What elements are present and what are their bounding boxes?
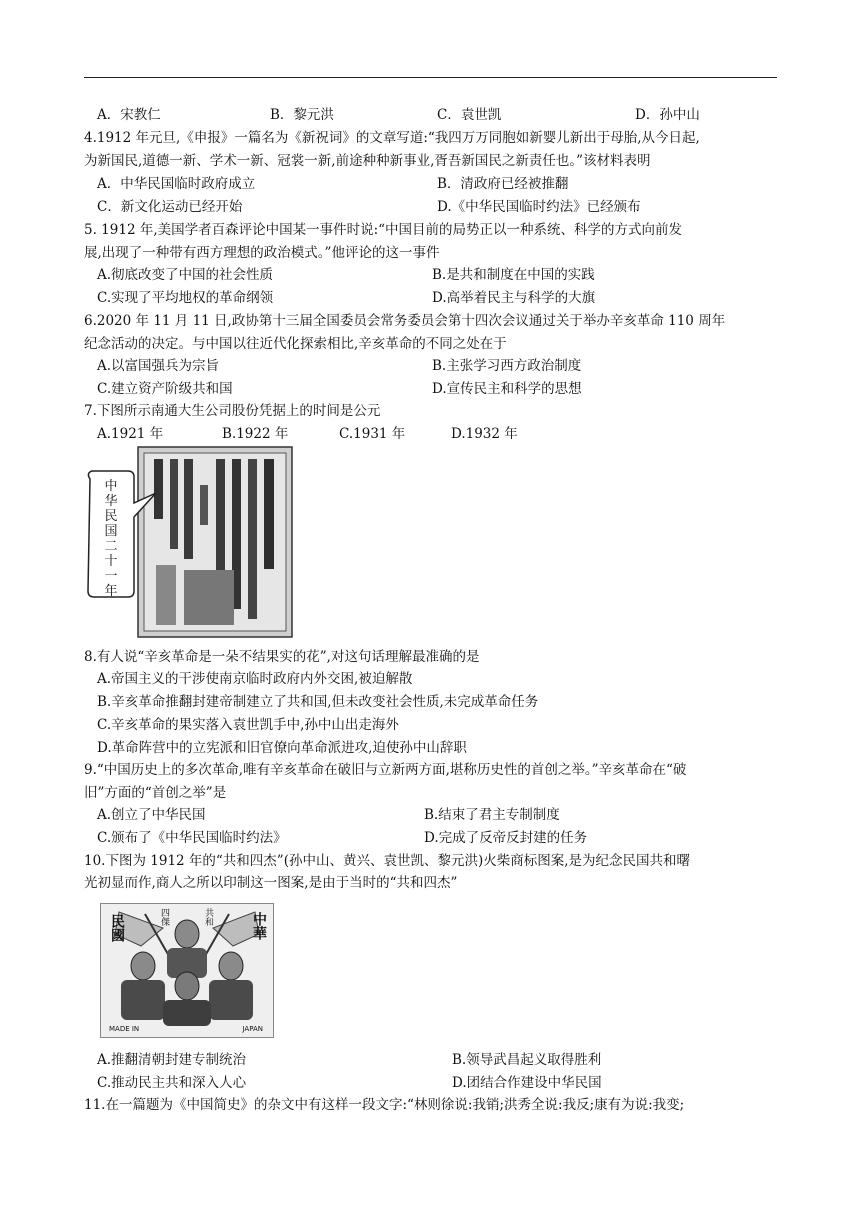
poster-right-label: 中華 — [251, 912, 267, 940]
q3-option-c: C．袁世凯 — [437, 107, 502, 123]
q6-option-a: A.以富国强兵为宗旨 — [97, 358, 220, 374]
q6-option-c: C.建立资产阶级共和国 — [97, 381, 233, 397]
q4-stem-line1: 4.1912 年元旦,《申报》一篇名为《新祝词》的文章写道:“我四万万同胞如新婴儿新出于母胎,从今日起, — [84, 130, 700, 146]
q6-option-b: B.主张学习西方政治制度 — [432, 358, 582, 374]
poster-japan: JAPAN — [242, 1025, 263, 1033]
q6-stem-line2: 纪念活动的决定。与中国以往近代化探索相比,辛亥革命的不同之处在于 — [84, 336, 507, 352]
q7-option-a: A.1921 年 — [97, 426, 164, 442]
q7-option-d: D.1932 年 — [451, 426, 518, 442]
callout-char: 华 — [104, 494, 118, 509]
q5-stem-line1: 5. 1912 年,美国学者百森评论中国某一事件时说:“中国目前的局势正以一种系统、科学的方式向前发 — [84, 222, 683, 238]
q6-option-d: D.宣传民主和科学的思想 — [432, 381, 582, 397]
q10-stem-line2: 光初显而作,商人之所以印制这一图案,是由于当时的“共和四杰” — [84, 875, 458, 891]
match-label-poster — [100, 903, 274, 1038]
q10-option-c: C.推动民主共和深入人心 — [97, 1075, 247, 1091]
q3-option-a: A．宋教仁 — [97, 107, 161, 123]
poster-left-label: 民國 — [109, 914, 125, 942]
q10-option-d: D.团结合作建设中华民国 — [452, 1075, 602, 1091]
q11-stem-line1: 11.在一篇题为《中国简史》的杂文中有这样一段文字:“林则徐说:我销;洪秀全说:我反;康有为说:我变; — [84, 1097, 685, 1113]
q7-option-b: B.1922 年 — [222, 426, 289, 442]
q4-option-d: D.《中华民国临时约法》已经颁布 — [437, 199, 641, 215]
share-certificate-figure — [84, 445, 294, 640]
four-heroes-illustration — [101, 904, 273, 1037]
header-rule — [84, 77, 777, 78]
q6-stem-line1: 6.2020 年 11 月 11 日,政协第十三届全国委员会常务委员会第十四次会议通过关于举办辛亥革命 110 周年 — [84, 313, 726, 329]
q4-option-b: B．清政府已经被推翻 — [437, 176, 569, 192]
poster-republic-label: 共和 — [203, 908, 213, 926]
q4-option-c: C．新文化运动已经开始 — [97, 199, 243, 215]
q5-stem-line2: 展,出现了一种带有西方理想的政治模式。”他评论的这一事件 — [84, 245, 440, 261]
callout-char: 一 — [104, 569, 118, 584]
callout-char: 十 — [104, 554, 118, 569]
q3-option-d: D．孙中山 — [635, 107, 700, 123]
q10-stem-line1: 10.下图为 1912 年的“共和四杰”(孙中山、黄兴、袁世凯、黎元洪)火柴商标图案,是为纪念民国共和曙 — [84, 853, 691, 869]
q7-option-c: C.1931 年 — [339, 426, 406, 442]
q9-option-a: A.创立了中华民国 — [97, 807, 206, 823]
callout-date-text — [96, 479, 126, 599]
q3-option-b: B．黎元洪 — [270, 107, 334, 123]
q9-stem-line1: 9.“中国历史上的多次革命,唯有辛亥革命在破旧与立新两方面,堪称历史性的首创之举。”辛亥革命在“破 — [84, 762, 687, 778]
q9-option-b: B.结束了君主专制制度 — [424, 807, 560, 823]
q4-option-a: A．中华民国临时政府成立 — [97, 176, 256, 192]
poster-made-in: MADE IN — [109, 1025, 140, 1033]
q8-option-b: B.辛亥革命推翻封建帝制建立了共和国,但未改变社会性质,未完成革命任务 — [97, 694, 539, 710]
q8-option-c: C.辛亥革命的果实落入袁世凯手中,孙中山出走海外 — [97, 717, 399, 733]
q8-option-d: D.革命阵营中的立宪派和旧官僚向革命派进攻,迫使孙中山辞职 — [97, 740, 467, 756]
q10-option-a: A.推翻清朝封建专制统治 — [97, 1052, 247, 1068]
q7-stem-line1: 7.下图所示南通大生公司股份凭据上的时间是公元 — [84, 403, 381, 419]
callout-char: 民 — [104, 509, 118, 524]
q5-option-a: A.彻底改变了中国的社会性质 — [97, 267, 274, 283]
q10-option-b: B.领导武昌起义取得胜利 — [452, 1052, 602, 1068]
callout-char: 年 — [104, 584, 118, 599]
q4-stem-line2: 为新国民,道德一新、学术一新、冠裳一新,前途种种新事业,胥吾新国民之新责任也。”该材料表明 — [84, 153, 651, 169]
poster-four-heroes-label: 四傑 — [159, 908, 169, 926]
callout-char: 中 — [104, 479, 118, 494]
q8-option-a: A.帝国主义的干涉使南京临时政府内外交困,被迫解散 — [97, 671, 413, 687]
q9-option-c: C.颁布了《中华民国临时约法》 — [97, 830, 287, 846]
q9-stem-line2: 旧”方面的“首创之举”是 — [84, 785, 227, 801]
q5-option-d: D.高举着民主与科学的大旗 — [432, 290, 596, 306]
callout-char: 二 — [104, 539, 118, 554]
q5-option-c: C.实现了平均地权的革命纲领 — [97, 290, 274, 306]
q5-option-b: B.是共和制度在中国的实践 — [432, 267, 595, 283]
q8-stem-line1: 8.有人说“辛亥革命是一朵不结果实的花”,对这句话理解最准确的是 — [84, 649, 480, 665]
callout-char: 国 — [104, 524, 118, 539]
q9-option-d: D.完成了反帝反封建的任务 — [424, 830, 588, 846]
